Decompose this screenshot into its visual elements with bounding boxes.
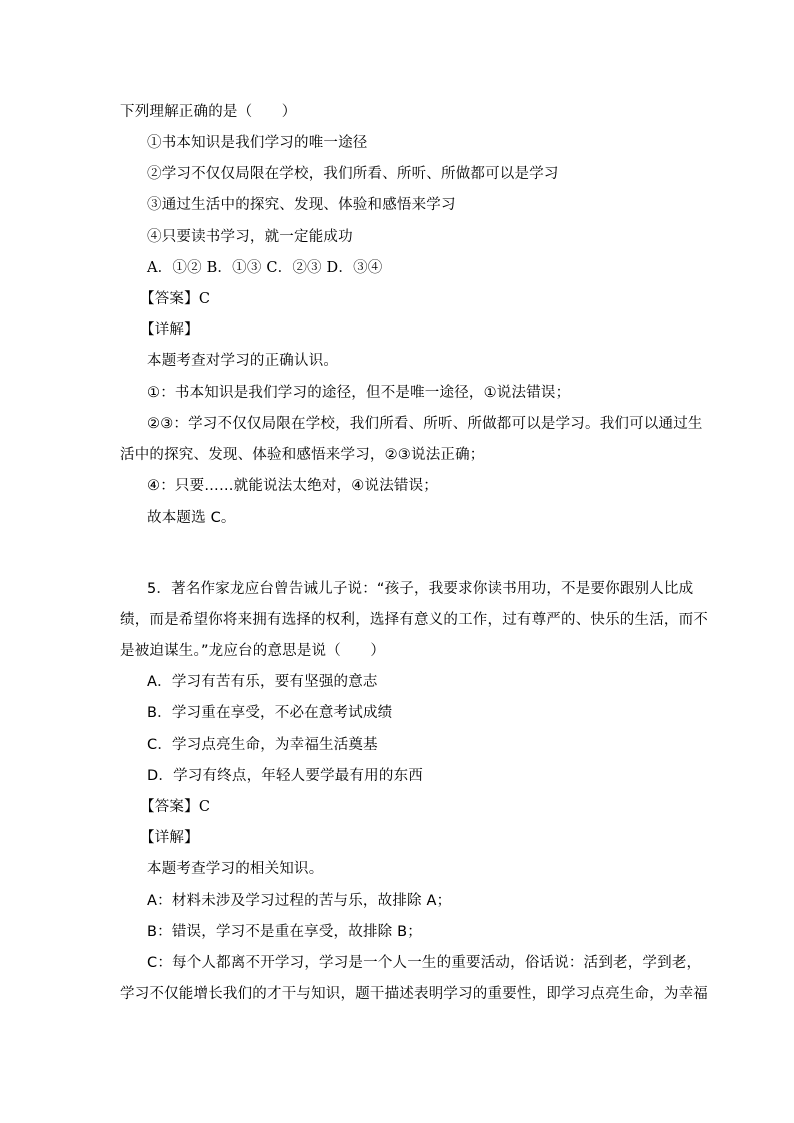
q5-stem-line-3: 是被迫谋生。”龙应台的意思是说（ ） — [120, 643, 386, 659]
q4-statement-3: ③通过生活中的探究、发现、体验和感悟来学习 — [147, 197, 456, 213]
q4-answer-value: C — [198, 291, 211, 307]
q5-option-d: D．学习有终点，年轻人要学最有用的东西 — [147, 768, 423, 784]
q5-explanation-1: 本题考查学习的相关知识。 — [147, 861, 324, 877]
q5-option-a: A．学习有苦有乐，要有坚强的意志 — [147, 674, 378, 690]
q4-statement-4: ④只要读书学习，就一定能成功 — [147, 229, 353, 245]
q4-statement-1: ①书本知识是我们学习的唯一途径 — [147, 135, 368, 151]
q4-stem-tail: 下列理解正确的是（ ） — [120, 104, 297, 120]
q4-statement-2: ②学习不仅仅局限在学校，我们所看、所听、所做都可以是学习 — [147, 166, 559, 182]
q4-explanation-4: 活中的探究、发现、体验和感悟来学习，②③说法正确； — [120, 447, 485, 463]
q4-answer-tag: 【答案】 — [140, 291, 199, 307]
q5-answer-value: C — [198, 799, 211, 815]
q5-detail-tag: 【详解】 — [140, 830, 199, 846]
q5-stem-line-1: 5．著名作家龙应台曾告诫儿子说：“孩子，我要求你读书用功，不是要你跟别人比成 — [147, 581, 694, 597]
q4-answer — [140, 290, 210, 308]
q4-explanation-5: ④：只要……就能说法太绝对，④说法错误； — [147, 478, 438, 494]
q5-answer — [140, 798, 210, 816]
q4-explanation-3: ②③：学习不仅仅局限在学校，我们所看、所听、所做都可以是学习。我们可以通过生 — [147, 416, 703, 432]
q5-explanation-3: B：错误，学习不是重在享受，故排除 B； — [147, 924, 423, 940]
q5-option-b: B．学习重在享受，不必在意考试成绩 — [147, 705, 393, 721]
q4-options: A．①② B．①③ C．②③ D．③④ — [147, 260, 383, 276]
q5-answer-tag: 【答案】 — [140, 799, 199, 815]
q5-stem-line-2: 绩，而是希望你将来拥有选择的权利，选择有意义的工作，过有尊严的、快乐的生活，而不 — [120, 612, 708, 628]
q5-explanation-5: 学习不仅能增长我们的才干与知识，题干描述表明学习的重要性，即学习点亮生命，为幸福 — [120, 986, 708, 1002]
q4-detail-tag: 【详解】 — [140, 322, 199, 338]
q5-option-c: C．学习点亮生命，为幸福生活奠基 — [147, 737, 378, 753]
q4-explanation-2: ①：书本知识是我们学习的途径，但不是唯一途径，①说法错误； — [147, 385, 571, 401]
q4-explanation-6: 故本题选 C。 — [147, 510, 236, 526]
q5-explanation-2: A：材料未涉及学习过程的苦与乐，故排除 A； — [147, 893, 452, 909]
q4-explanation-1: 本题考查对学习的正确认识。 — [147, 353, 339, 369]
q5-explanation-4: C：每个人都离不开学习，学习是一个人一生的重要活动，俗话说：活到老，学到老， — [147, 955, 702, 971]
